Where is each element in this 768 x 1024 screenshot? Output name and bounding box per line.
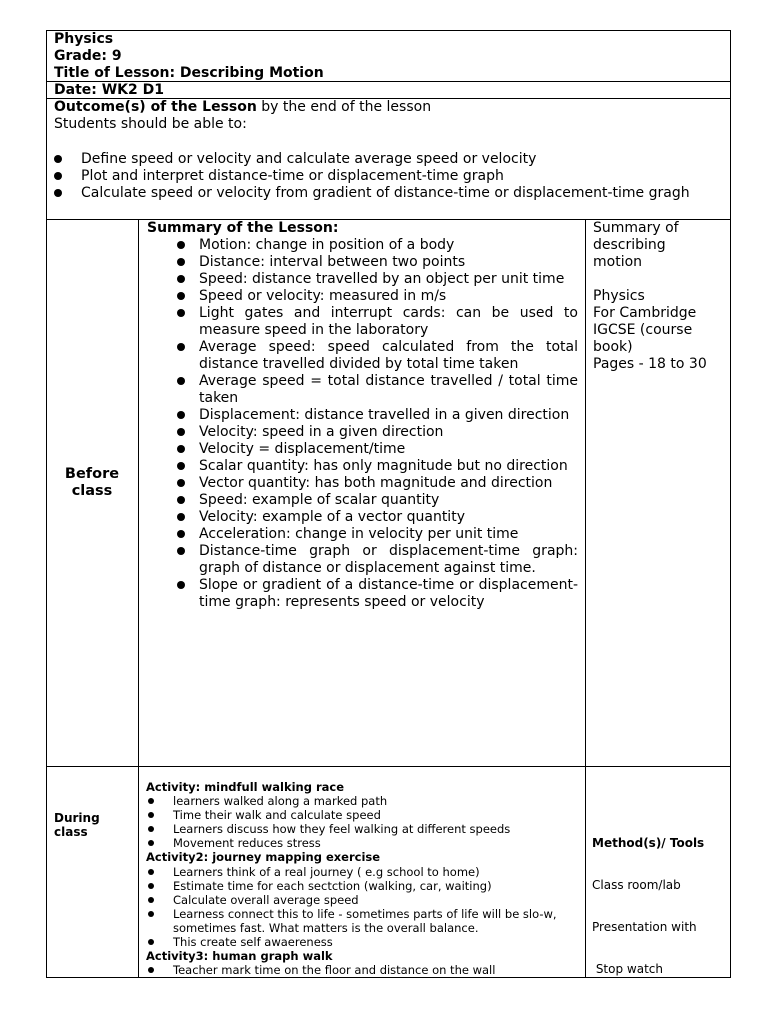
summary-item: Average speed: speed calculated from the total distance travelled divided by total time taken [176, 339, 578, 373]
during-label-line1: During [54, 811, 100, 825]
resource-line: motion [593, 254, 643, 270]
activity-item: Movement reduces stress [146, 836, 584, 850]
resource-line: book) [593, 339, 633, 355]
outcome-item: Define speed or velocity and calculate average speed or velocity [54, 151, 726, 168]
resource-line [593, 271, 707, 288]
methods-line: Class room/lab [592, 878, 681, 892]
activity-item: Learness connect this to life - sometimes parts of life will be slo-w, sometimes fast. What matters is the overall balance. [146, 907, 584, 935]
column-divider-left [138, 219, 139, 978]
activity3-title: Activity3: human graph walk [146, 949, 333, 964]
summary-item: Vector quantity: has both magnitude and direction [176, 475, 578, 492]
summary-item: Displacement: distance travelled in a given direction [176, 407, 578, 424]
activity-item: Learners discuss how they feel walking at different speeds [146, 822, 584, 836]
summary-item: Distance: interval between two points [176, 254, 578, 271]
summary-item: Velocity: speed in a given direction [176, 424, 578, 441]
resources [593, 220, 707, 373]
summary-title: Summary of the Lesson: [147, 220, 339, 236]
outcomes-heading-bold: Outcome(s) of the Lesson [54, 99, 257, 115]
activity-item: This create self awaereness [146, 935, 584, 949]
outcomes-list [54, 151, 726, 202]
methods-title: Method(s)/ Tools [592, 836, 705, 850]
during-activities [146, 780, 584, 977]
during-label-line2: class [54, 825, 88, 839]
during-class-label [54, 811, 100, 839]
before-label-line1: Before [64, 466, 120, 482]
summary-item: Acceleration: change in velocity per unit time [176, 526, 578, 543]
activity-item: Learners think of a real journey ( e.g school to home) [146, 865, 584, 879]
methods-line: Presentation with [592, 920, 697, 934]
outcome-item: Calculate speed or velocity from gradient of distance-time or displacement-time gragh [54, 185, 726, 202]
activity-item: Time their walk and calculate speed [146, 808, 584, 822]
activity-item: Estimate time for each sectction (walking, car, waiting) [146, 879, 584, 893]
summary-item: Light gates and interrupt cards: can be used to measure speed in the laboratory [176, 305, 578, 339]
activity1-list [146, 794, 584, 850]
activity-item: Calculate overall average speed [146, 893, 584, 907]
column-divider-right [585, 219, 586, 978]
activity-item: Teacher mark time on the floor and distance on the wall [146, 963, 584, 977]
resource-line: For Cambridge [593, 305, 697, 321]
outcomes-heading [54, 99, 431, 116]
activity2-list [146, 865, 584, 950]
activity-item: learners walked along a marked path [146, 794, 584, 808]
lesson-title: Title of Lesson: Describing Motion [54, 65, 324, 81]
outcomes-intro: Students should be able to: [54, 116, 247, 132]
summary-item: Velocity: example of a vector quantity [176, 509, 578, 526]
summary-item: Average speed = total distance travelled / total time taken [176, 373, 578, 407]
summary-item: Slope or gradient of a distance-time or displacement-time graph: represents speed or velocity [176, 577, 578, 611]
summary-list [176, 237, 578, 611]
grade: Grade: 9 [54, 48, 122, 64]
resource-line: Physics [593, 288, 645, 304]
activity3-list [146, 963, 584, 977]
outcomes-heading-suffix: by the end of the lesson [256, 99, 432, 115]
summary-item: Distance-time graph or displacement-time graph: graph of distance or displacement against time. [176, 543, 578, 577]
activity1-title: Activity: mindfull walking race [146, 780, 344, 794]
summary-item: Speed or velocity: measured in m/s [176, 288, 578, 305]
activity2-title: Activity2: journey mapping exercise [146, 850, 381, 865]
before-label-line2: class [71, 483, 113, 499]
summary-item: Speed: distance travelled by an object per unit time [176, 271, 578, 288]
summary-item: Velocity = displacement/time [176, 441, 578, 458]
summary-item: Motion: change in position of a body [176, 237, 578, 254]
summary-item: Speed: example of scalar quantity [176, 492, 578, 509]
resource-line: Pages - 18 to 30 [593, 356, 707, 372]
before-class-label [46, 466, 138, 500]
subject: Physics [54, 31, 114, 47]
methods-line: Stop watch [592, 962, 663, 976]
resource-line: IGCSE (course [593, 322, 693, 338]
date: Date: WK2 D1 [54, 82, 164, 98]
divider-during-class [46, 766, 731, 767]
outcome-item: Plot and interpret distance-time or displacement-time graph [54, 168, 726, 185]
summary-item: Scalar quantity: has only magnitude but no direction [176, 458, 578, 475]
methods-tools [592, 808, 704, 990]
resource-line: Summary of [593, 220, 679, 236]
resource-line: describing [593, 237, 666, 253]
